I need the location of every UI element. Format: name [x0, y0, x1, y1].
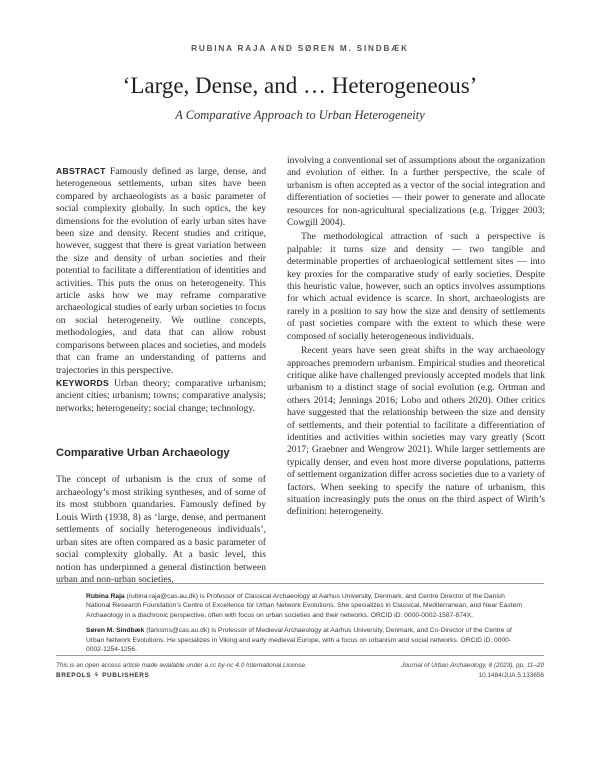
abstract-paragraph: [56, 165, 266, 377]
author-bio: [86, 592, 526, 620]
abstract-text: Famously defined as large, dense, and heterogeneous settlements, urban sites have been compared by archaeologists as a basic parameter of social complexity globally. In such optics, the key dimensions for the evolution of early urban sites have been size and density. Recent studies and critique, however, suggest that there is great variation between the size and density of urban societies and their potential to facilitate a differentiation of identities and activities. This puts the onus on heterogeneity. This article asks how we may reframe comparative archaeological studies of early urban societies to focus on social heterogeneity. We outline concepts, methodologies, and data that can allow robust comparisons between places and societies, and models that can frame an understanding of patterns and trajectories in this perspective.: [56, 166, 266, 376]
keywords-label: KEYWORDS: [56, 377, 110, 388]
body-paragraph: The methodological attraction of such a perspective is palpable: it turns size and density — two tangible and determinable properties of archaeological settlement sites — into key proxies for the comparative study of early societies. Despite this heuristic value, however, such an optics involves assumptions for which actual evidence is scarce. In short, archaeologists are rarely in a position to say how the size and density of settlements of past societies compare with the extent to which these were composed of socially heterogeneous individuals.: [287, 231, 545, 342]
author-bio-text: (rubina.raja@cas.au.dk) is Professor of Classical Archaeology at Aarhus University, Denmark, and Centre Director of the Danish National Research Foundation’s Centre of Excellence for Urban Network Evolutions. She specializes in Classical, Mediterranean, and Near Eastern Archaeology in a diachronic perspective, often with focus on urban societies and their networks. ORCID iD: 0000-0002-1587-874X.: [86, 593, 523, 619]
keywords-text: Urban theory; comparative urbanism; ancient cities; urbanism; towns; comparative analysis; networks; heterogeneity; social change; technology.: [56, 377, 266, 414]
footer-left: [56, 661, 346, 680]
publisher-logo: BREPOLS ⚘ PUBLISHERS: [56, 671, 150, 679]
article-title: ‘Large, Dense, and … Heterogeneous’: [122, 73, 478, 98]
author-bio-name: Rubina Raja: [86, 593, 125, 600]
body-paragraph: Recent years have seen great shifts in the way archaeology approaches premodern urbanism. Empirical studies and theoretical critique alike have challenged previously accepted models that link urbanism to a distinct stage of social evolution (e.g. Ortman and others 2014; Jennings 2016; Lobo and others 2020). Other critics have suggested that the relationship between the size and density of settlements, and their potential to facilitate a differentiation of identities and activities within societies may vary greatly (Scott 2017; Graebner and Wengrow 2021). While larger settlements are typically denser, and even host more diverse populations, patterns of settlement organization differ across societies due to a variety of factors. When seeking to specify the nature of urbanism, this situation increasingly puts the onus on the third aspect of Wirth’s definition: heterogeneity.: [287, 345, 545, 518]
body-paragraph: involving a conventional set of assumptions about the organization and evolution of either. In a further perspective, the scale of urbanism is often accepted as a vector of the social integration and differentiation of societies — their power to generate and allocate resources for non-agricultural specializations (e.g. Trigger 2003; Cowgill 2004).: [287, 155, 545, 229]
bio-divider: [56, 583, 544, 584]
abstract-block: [56, 165, 266, 415]
doi[interactable]: 10.1484/JUA.5.133656: [478, 671, 544, 679]
author-bios: [86, 592, 526, 660]
author-bio-text: (farksms@cas.au.dk) is Professor of Medieval Archaeology at Aarhus University, Denmark, and Co-Director of the Centre of Urban Network Evolutions. He specializes in Viking and early medieval Europe, with a focus on urbanism and social networks. ORCID iD: 0000-0002-1254-1256.: [86, 627, 512, 654]
author-bio: [86, 626, 526, 654]
journal-citation: Journal of Urban Archaeology, 8 (2023), pp. 11–20: [401, 662, 544, 669]
author-line: RUBINA RAJA AND SØREN M. SINDBÆK: [191, 44, 409, 53]
left-body-text: [56, 474, 266, 587]
abstract-label: ABSTRACT: [56, 166, 106, 176]
keywords-paragraph: [56, 377, 266, 415]
section-heading: Comparative Urban Archaeology: [56, 447, 230, 459]
body-paragraph: The concept of urbanism is the crux of some of archaeology’s most striking syntheses, and of some of its most stubborn quandaries. Famously defined by Louis Wirth (1938, 8) as ‘large, dense, and permanent settlements of socially heterogeneous individuals’, urban sites are often compared as a basic parameter of social complexity globally. At a basic level, this notion has underpinned a general distinction between urban and non-urban societies,: [56, 474, 266, 585]
footer-divider: [56, 655, 544, 656]
footer-right: [330, 661, 544, 680]
right-column-text: [287, 155, 545, 519]
author-bio-name: Søren M. Sindbæk: [86, 627, 145, 635]
article-subtitle: A Comparative Approach to Urban Heterogeneity: [175, 108, 425, 122]
license-note: This is an open access article made available under a cc by-nc 4.0 International License.: [56, 662, 307, 669]
